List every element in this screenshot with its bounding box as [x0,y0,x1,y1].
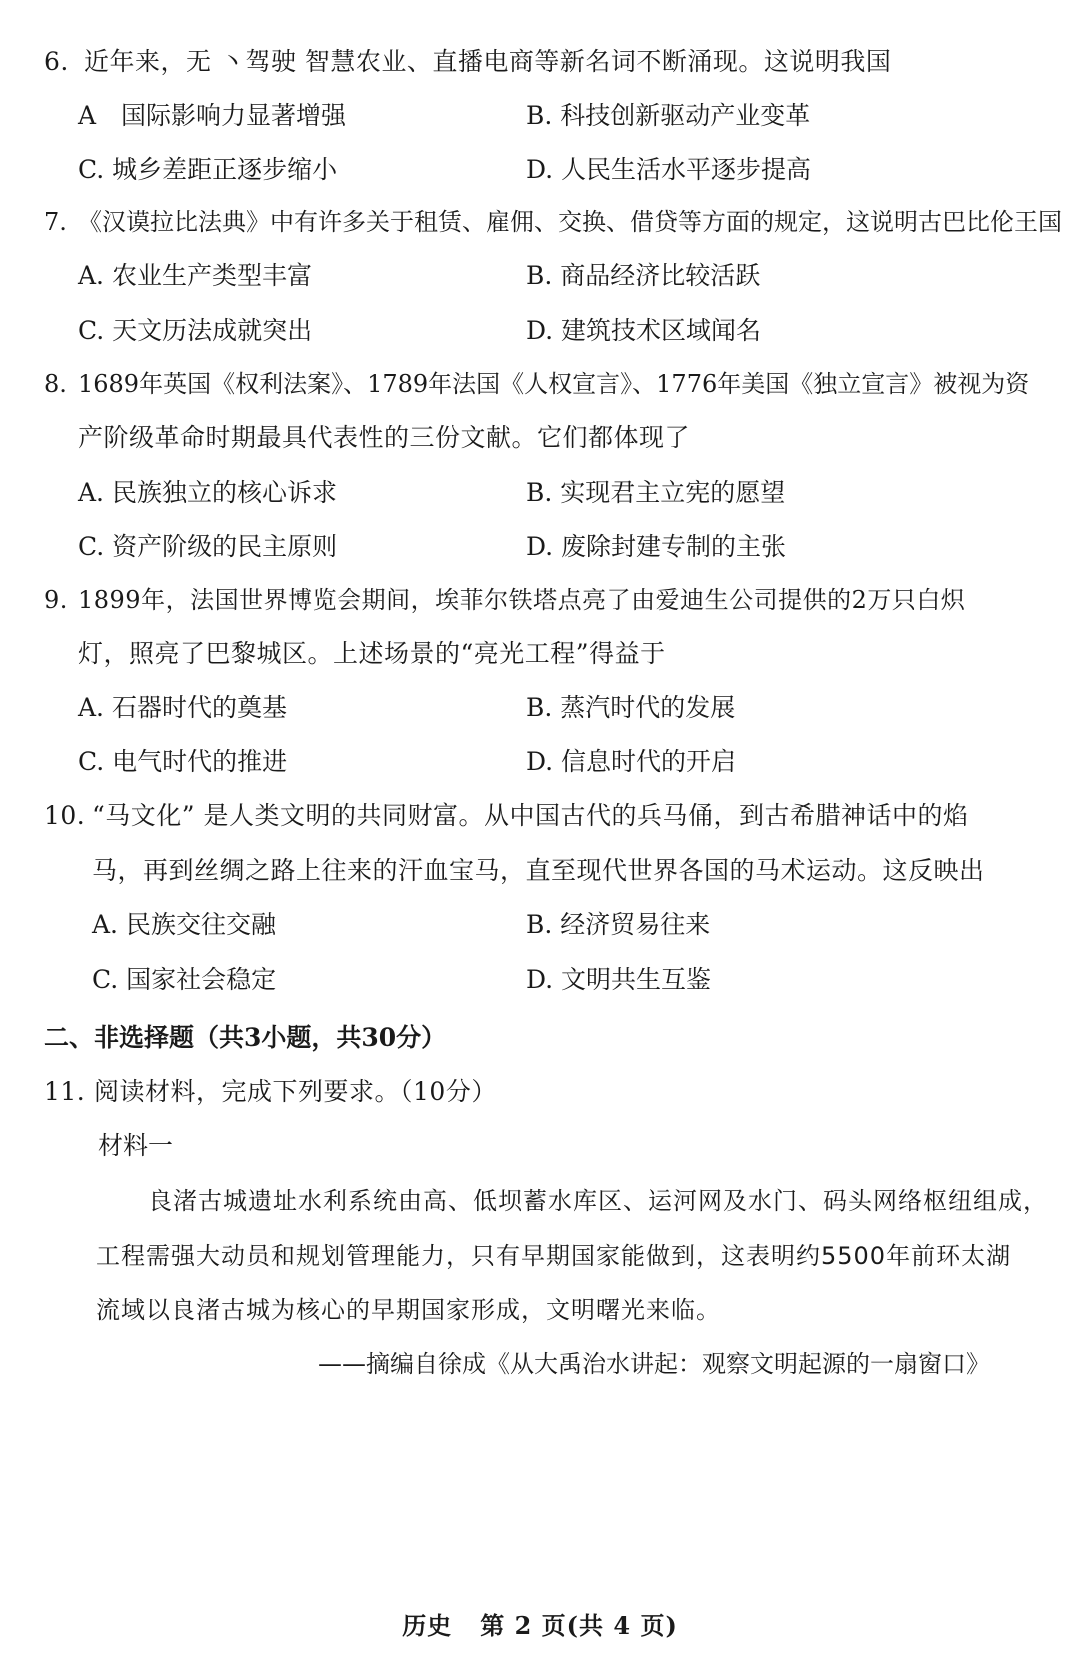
q8-option-b: B. 实现君主立宪的愿望 [526,478,786,507]
q9-option-d: D. 信息时代的开启 [526,747,737,776]
q9-option-b: B. 蒸汽时代的发展 [526,693,736,722]
question-number: 6. [44,47,69,76]
q10-option-a: A. 民族交往交融 [92,910,276,939]
question-text: 1899年，法国世界博览会期间，埃菲尔铁塔点亮了由爱迪生公司提供的2万只白炽 [78,586,966,614]
q9-option-c: C. 电气时代的推进 [78,747,288,776]
question-text: 阅读材料，完成下列要求。（10分） [94,1077,497,1106]
question-text: 《汉谟拉比法典》中有许多关于租赁、雇佣、交换、借贷等方面的规定，这说明古巴比伦王国 [78,208,1062,236]
question-10-stem-line1 [44,800,969,832]
q6-option-a: A 国际影响力显著增强 [78,101,347,130]
section-heading: 二、非选择题（共3小题，共30分） [44,1023,447,1052]
q8-option-c: C. 资产阶级的民主原则 [78,532,338,561]
material-source: ——摘编自徐成《从大禹治水讲起：观察文明起源的一扇窗口》 [318,1350,990,1378]
question-8-stem-line2: 产阶级革命时期最具代表性的三份文献。它们都体现了 [78,423,691,452]
q8-option-d: D. 废除封建专制的主张 [526,532,787,561]
q10-option-d: D. 文明共生互鉴 [526,965,712,994]
q7-option-d: D. 建筑技术区域闻名 [526,316,762,345]
q6-option-c: C. 城乡差距正逐步缩小 [78,155,338,184]
question-number: 9. [44,586,68,614]
question-number: 7. [44,208,67,236]
footer-page-number: 第 2 页(共 4 页) [480,1611,678,1640]
q8-option-a: A. 民族独立的核心诉求 [78,478,337,507]
question-9-stem-line2: 灯，照亮了巴黎城区。上述场景的“亮光工程”得益于 [78,639,666,668]
question-text: 近年来，无 丶驾驶 智慧农业、直播电商等新名词不断涌现。这说明我国 [84,47,892,76]
material-title: 材料一 [98,1131,174,1160]
question-number: 10. [44,801,86,830]
question-number: 8. [44,370,67,398]
material-line-1: 良渚古城遗址水利系统由高、低坝蓄水库区、运河网及水门、码头网络枢纽组成， [148,1187,1048,1215]
footer-subject: 历史 [402,1611,453,1640]
question-8-stem-line1 [44,368,1029,400]
question-text: “马文化” 是人类文明的共同财富。从中国古代的兵马俑，到古希腊神话中的焰 [92,801,969,830]
q6-option-b: B. 科技创新驱动产业变革 [526,101,811,130]
q6-option-d: D. 人民生活水平逐步提高 [526,155,812,184]
q7-option-a: A. 农业生产类型丰富 [78,261,312,290]
material-line-3: 流域以良渚古城为核心的早期国家形成，文明曙光来临。 [96,1296,721,1324]
question-9-stem-line1 [44,584,965,616]
question-7-stem [44,206,1062,238]
question-number: 11. [44,1077,86,1106]
page-footer [0,1610,1080,1642]
q7-option-b: B. 商品经济比较活跃 [526,261,761,290]
q7-option-c: C. 天文历法成就突出 [78,316,313,345]
material-line-2: 工程需强大动员和规划管理能力，只有早期国家能做到，这表明约5500年前环太湖 [96,1242,1012,1270]
question-6-stem [44,46,891,78]
question-text: 1689年英国《权利法案》、1789年法国《人权宣言》、1776年美国《独立宣言》被视为资 [78,370,1030,398]
question-10-stem-line2: 马，再到丝绸之路上往来的汗血宝马，直至现代世界各国的马术运动。这反映出 [92,856,985,885]
question-11-stem [44,1076,497,1108]
q10-option-b: B. 经济贸易往来 [526,910,711,939]
q10-option-c: C. 国家社会稳定 [92,965,277,994]
q9-option-a: A. 石器时代的奠基 [78,693,287,722]
